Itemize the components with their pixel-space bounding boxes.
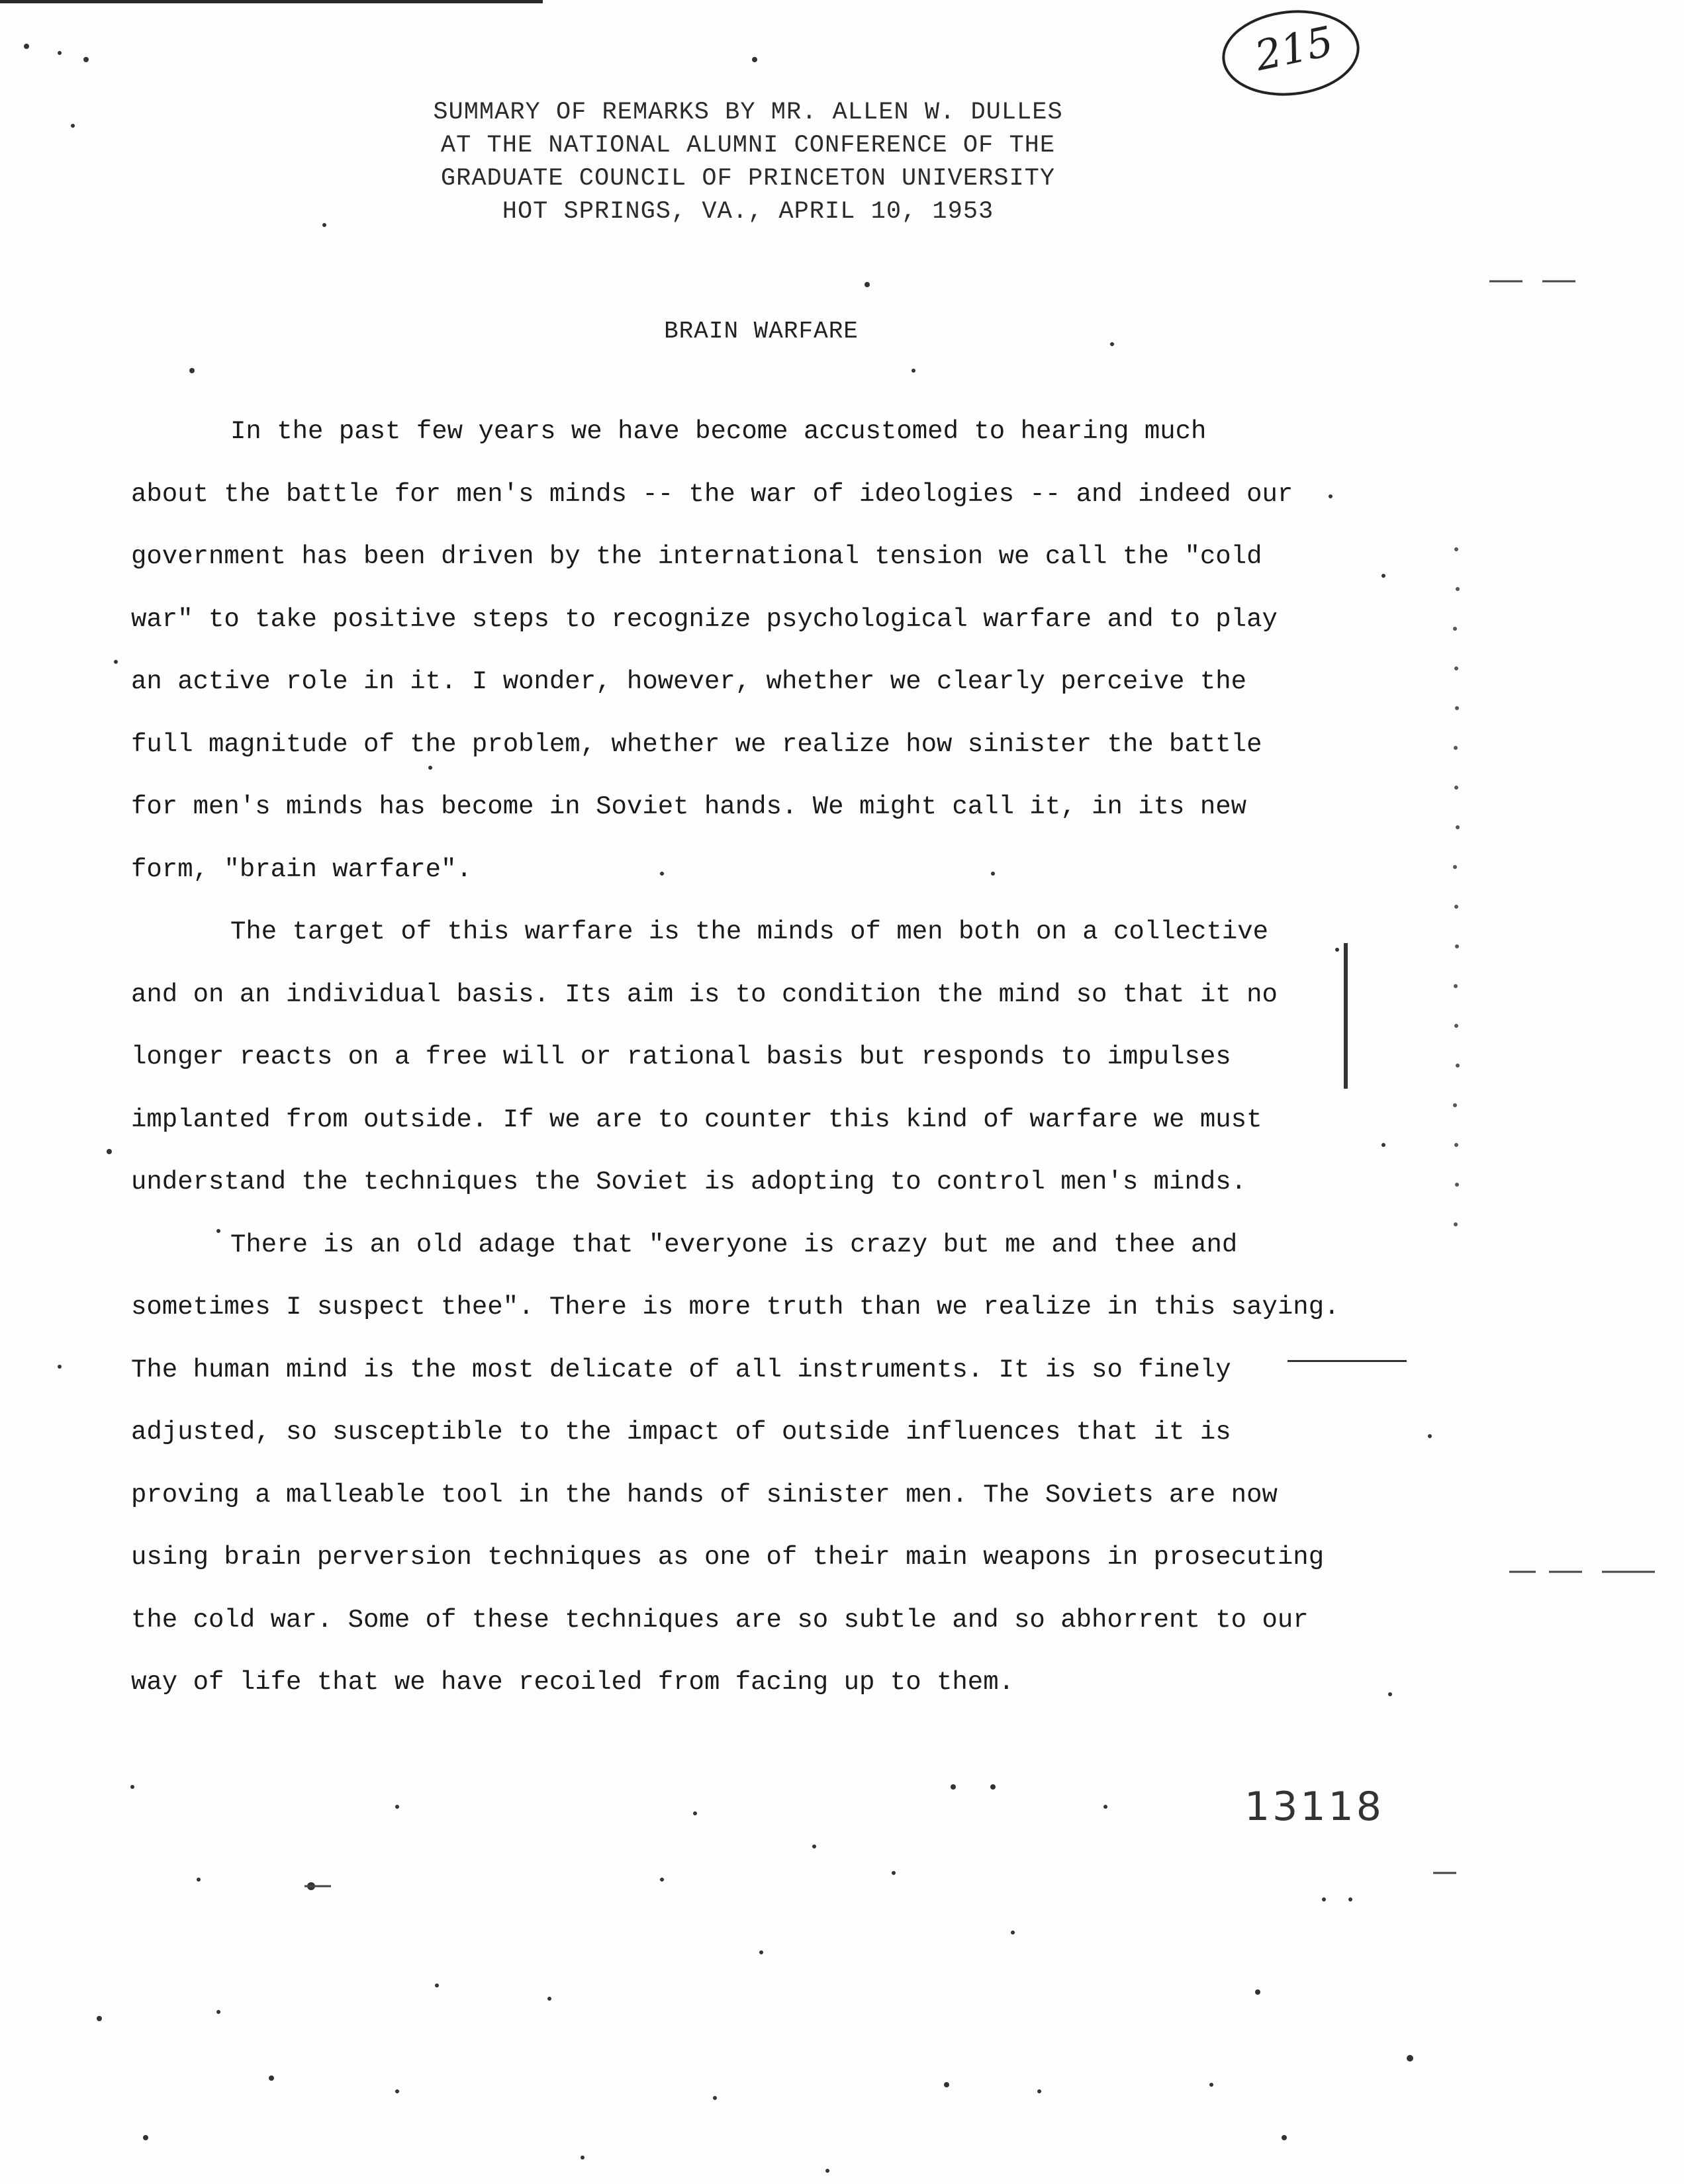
body-line: sometimes I suspect thee". There is more truth than we realize in this saying.: [131, 1293, 1340, 1322]
header-line-3: GRADUATE COUNCIL OF PRINCETON UNIVERSITY: [440, 165, 1056, 193]
page-number: 13118: [1244, 1784, 1384, 1830]
body-line: adjusted, so susceptible to the impact of outside influences that it is: [131, 1418, 1231, 1447]
margin-bracket-mark: [1344, 943, 1348, 1089]
body-line: longer reacts on a free will or rational basis but responds to impulses: [131, 1042, 1231, 1071]
body-text: [131, 400, 1376, 1714]
body-line: and on an individual basis. Its aim is to condition the mind so that it no: [131, 979, 1278, 1009]
body-line: form, "brain warfare".: [131, 854, 472, 884]
body-line: war" to take positive steps to recognize psychological warfare and to play: [131, 604, 1278, 634]
margin-underline-mark: [1287, 1360, 1407, 1362]
document-title: BRAIN WARFARE: [664, 318, 859, 345]
header-line-1: SUMMARY OF REMARKS BY MR. ALLEN W. DULLES: [433, 99, 1063, 126]
body-line: There is an old adage that "everyone is crazy but me and thee and: [230, 1230, 1238, 1259]
margin-dotted-annotation: [1436, 543, 1476, 1238]
page-stamp-text: 215: [1250, 17, 1338, 81]
body-line: about the battle for men's minds -- the war of ideologies -- and indeed our: [131, 479, 1293, 509]
body-line: for men's minds has become in Soviet hands. We might call it, in its new: [131, 792, 1247, 821]
document-header: [371, 96, 1125, 228]
body-line: proving a malleable tool in the hands of sinister men. The Soviets are now: [131, 1480, 1278, 1510]
body-line: government has been driven by the international tension we call the "cold: [131, 542, 1262, 571]
body-line: way of life that we have recoiled from facing up to them.: [131, 1668, 1015, 1697]
body-line: implanted from outside. If we are to counter this kind of warfare we must: [131, 1105, 1262, 1134]
body-line: The target of this warfare is the minds of men both on a collective: [230, 917, 1269, 946]
body-line: using brain perversion techniques as one of their main weapons in prosecuting: [131, 1543, 1325, 1572]
body-line: The human mind is the most delicate of all instruments. It is so finely: [131, 1355, 1231, 1385]
body-line: In the past few years we have become accustomed to hearing much: [230, 417, 1207, 446]
top-edge-rule: [0, 0, 543, 3]
body-line: full magnitude of the problem, whether we realize how sinister the battle: [131, 729, 1262, 759]
header-line-4: HOT SPRINGS, VA., APRIL 10, 1953: [502, 198, 994, 226]
body-line: the cold war. Some of these techniques are so subtle and so abhorrent to our: [131, 1605, 1309, 1635]
body-line: an active role in it. I wonder, however, whether we clearly perceive the: [131, 667, 1247, 696]
header-line-2: AT THE NATIONAL ALUMNI CONFERENCE OF THE: [440, 132, 1056, 159]
handwritten-page-stamp: [1215, 5, 1367, 105]
body-line: understand the techniques the Soviet is adopting to control men's minds.: [131, 1167, 1247, 1197]
